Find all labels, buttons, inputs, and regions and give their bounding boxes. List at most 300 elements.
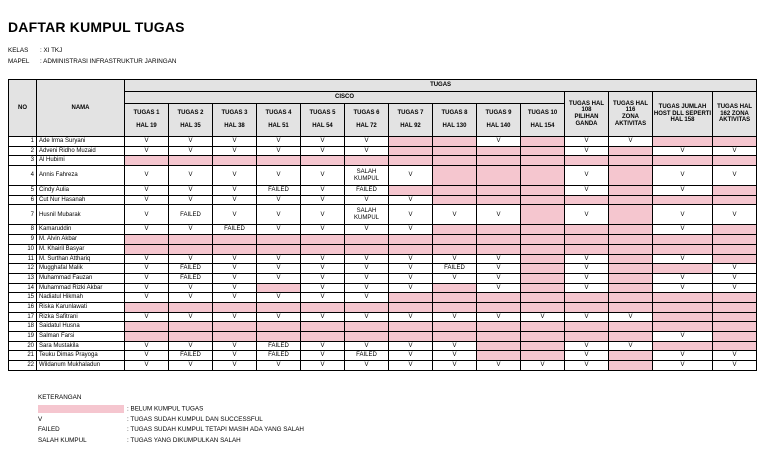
- student-name: Muhammad Fauzan: [37, 273, 125, 283]
- status-cell: V: [257, 361, 301, 371]
- student-name: Wildanum Mukhaladun: [37, 361, 125, 371]
- student-name: Muhammad Rizki Akbar: [37, 283, 125, 293]
- status-cell: [609, 361, 653, 371]
- status-cell: [125, 332, 169, 342]
- status-cell: [257, 283, 301, 293]
- status-cell: [653, 264, 713, 274]
- status-cell: V: [301, 146, 345, 156]
- row-number: 22: [9, 361, 37, 371]
- table-row: [9, 361, 757, 371]
- status-cell: [565, 293, 609, 303]
- status-cell: V: [389, 195, 433, 205]
- status-cell: [345, 156, 389, 166]
- student-name: Husnil Mubarak: [37, 205, 125, 225]
- status-cell: [609, 156, 653, 166]
- table-row: [9, 146, 757, 156]
- header-tugas-5: TUGAS 5 HAL 54: [301, 104, 345, 137]
- status-cell: FAILED: [169, 264, 213, 274]
- status-cell: [169, 235, 213, 245]
- status-cell: [653, 235, 713, 245]
- status-cell: [521, 235, 565, 245]
- status-cell: [477, 235, 521, 245]
- table-row: [9, 205, 757, 225]
- student-name: Sara Mustakila: [37, 341, 125, 351]
- status-cell: FAILED: [433, 264, 477, 274]
- header-tugas: TUGAS: [125, 80, 757, 92]
- legend-swatch: [38, 405, 124, 413]
- status-cell: [609, 166, 653, 186]
- status-cell: V: [713, 166, 757, 186]
- row-number: 16: [9, 302, 37, 312]
- status-cell: [433, 137, 477, 147]
- header-tugas-4: TUGAS 4 HAL 51: [257, 104, 301, 137]
- status-cell: V: [213, 146, 257, 156]
- status-cell: [125, 244, 169, 254]
- status-cell: V: [565, 186, 609, 196]
- status-cell: [565, 322, 609, 332]
- status-cell: [389, 293, 433, 303]
- status-cell: [713, 322, 757, 332]
- status-cell: [609, 205, 653, 225]
- status-cell: V: [257, 254, 301, 264]
- row-number: 1: [9, 137, 37, 147]
- status-cell: V: [565, 146, 609, 156]
- status-cell: [653, 156, 713, 166]
- status-cell: V: [477, 205, 521, 225]
- status-cell: [257, 156, 301, 166]
- header-tugas-9: TUGAS 9 HAL 140: [477, 104, 521, 137]
- status-cell: V: [477, 283, 521, 293]
- status-cell: [609, 293, 653, 303]
- status-cell: V: [713, 351, 757, 361]
- status-cell: [565, 195, 609, 205]
- status-cell: V: [169, 254, 213, 264]
- student-name: Salman Farsi: [37, 332, 125, 342]
- status-cell: V: [565, 351, 609, 361]
- status-cell: [521, 186, 565, 196]
- assignment-table: [8, 79, 757, 371]
- status-cell: [609, 225, 653, 235]
- status-cell: [345, 332, 389, 342]
- status-cell: V: [653, 332, 713, 342]
- status-cell: V: [257, 195, 301, 205]
- meta-kelas: [8, 47, 62, 54]
- status-cell: [433, 225, 477, 235]
- status-cell: [169, 332, 213, 342]
- status-cell: [521, 254, 565, 264]
- status-cell: FAILED: [169, 351, 213, 361]
- status-cell: V: [653, 283, 713, 293]
- status-cell: V: [213, 273, 257, 283]
- status-cell: V: [301, 361, 345, 371]
- table-row: [9, 293, 757, 303]
- status-cell: [565, 225, 609, 235]
- status-cell: V: [477, 361, 521, 371]
- status-cell: FAILED: [169, 273, 213, 283]
- status-cell: [433, 235, 477, 245]
- status-cell: [477, 195, 521, 205]
- legend-key: V: [38, 415, 43, 423]
- meta-mapel-value: : ADMINISTRASI INFRASTRUKTUR JARINGAN: [40, 58, 177, 65]
- status-cell: [433, 322, 477, 332]
- status-cell: V: [565, 137, 609, 147]
- legend-item: [38, 426, 304, 433]
- status-cell: V: [257, 312, 301, 322]
- student-name: Mugghafal Malik: [37, 264, 125, 274]
- student-name: Rizka Safitrani: [37, 312, 125, 322]
- status-cell: [169, 244, 213, 254]
- status-cell: V: [301, 186, 345, 196]
- status-cell: V: [213, 254, 257, 264]
- status-cell: [213, 302, 257, 312]
- status-cell: [565, 302, 609, 312]
- status-cell: [521, 137, 565, 147]
- status-cell: V: [169, 283, 213, 293]
- status-cell: V: [213, 166, 257, 186]
- status-cell: V: [433, 205, 477, 225]
- status-cell: V: [389, 341, 433, 351]
- status-cell: FAILED: [257, 186, 301, 196]
- status-cell: [169, 156, 213, 166]
- status-cell: FAILED: [169, 205, 213, 225]
- status-cell: [521, 166, 565, 186]
- status-cell: [713, 254, 757, 264]
- status-cell: [389, 244, 433, 254]
- row-number: 11: [9, 254, 37, 264]
- status-cell: V: [345, 146, 389, 156]
- status-cell: V: [257, 166, 301, 186]
- student-name: M. Khairil Basyar: [37, 244, 125, 254]
- status-cell: V: [653, 186, 713, 196]
- table-row: [9, 254, 757, 264]
- status-cell: [609, 146, 653, 156]
- status-cell: V: [345, 273, 389, 283]
- status-cell: [653, 341, 713, 351]
- status-cell: V: [125, 166, 169, 186]
- status-cell: V: [713, 146, 757, 156]
- status-cell: V: [565, 312, 609, 322]
- legend-item: [38, 405, 203, 413]
- status-cell: [301, 322, 345, 332]
- row-number: 2: [9, 146, 37, 156]
- header-tugas-2: TUGAS 2 HAL 35: [169, 104, 213, 137]
- status-cell: [477, 332, 521, 342]
- status-cell: [433, 146, 477, 156]
- status-cell: V: [653, 166, 713, 186]
- status-cell: [433, 244, 477, 254]
- status-cell: V: [213, 351, 257, 361]
- status-cell: V: [345, 283, 389, 293]
- status-cell: [477, 156, 521, 166]
- status-cell: V: [653, 205, 713, 225]
- status-cell: [609, 254, 653, 264]
- status-cell: [477, 225, 521, 235]
- header-tugas-hal-108: TUGAS HAL 108 PILIHAN GANDA: [565, 92, 609, 137]
- status-cell: [609, 195, 653, 205]
- status-cell: [653, 302, 713, 312]
- row-number: 6: [9, 195, 37, 205]
- table-row: [9, 244, 757, 254]
- status-cell: [521, 264, 565, 274]
- status-cell: V: [565, 254, 609, 264]
- table-row: [9, 186, 757, 196]
- status-cell: V: [125, 273, 169, 283]
- status-cell: [257, 302, 301, 312]
- table-row: [9, 351, 757, 361]
- status-cell: [653, 312, 713, 322]
- status-cell: [521, 302, 565, 312]
- table-row: [9, 264, 757, 274]
- status-cell: [389, 146, 433, 156]
- status-cell: V: [125, 137, 169, 147]
- status-cell: [257, 244, 301, 254]
- status-cell: [389, 156, 433, 166]
- status-cell: V: [125, 195, 169, 205]
- row-number: 18: [9, 322, 37, 332]
- status-cell: V: [565, 273, 609, 283]
- table-row: [9, 302, 757, 312]
- status-cell: [521, 244, 565, 254]
- status-cell: V: [713, 205, 757, 225]
- header-tugas-hal-162: TUGAS HAL 162 ZONA AKTIVITAS: [713, 92, 757, 137]
- status-cell: [521, 156, 565, 166]
- status-cell: [653, 293, 713, 303]
- status-cell: [653, 195, 713, 205]
- status-cell: FAILED: [345, 186, 389, 196]
- status-cell: V: [389, 361, 433, 371]
- status-cell: [713, 137, 757, 147]
- status-cell: [389, 332, 433, 342]
- status-cell: V: [301, 225, 345, 235]
- status-cell: [565, 244, 609, 254]
- status-cell: V: [301, 195, 345, 205]
- status-cell: V: [125, 186, 169, 196]
- status-cell: SALAH KUMPUL: [345, 166, 389, 186]
- status-cell: [345, 235, 389, 245]
- table-row: [9, 341, 757, 351]
- row-number: 7: [9, 205, 37, 225]
- legend-key: FAILED: [38, 426, 60, 433]
- status-cell: V: [565, 264, 609, 274]
- status-cell: V: [433, 312, 477, 322]
- status-cell: V: [169, 146, 213, 156]
- header-tugas-1: TUGAS 1 HAL 19: [125, 104, 169, 137]
- table-row: [9, 312, 757, 322]
- status-cell: V: [257, 225, 301, 235]
- status-cell: [713, 156, 757, 166]
- status-cell: V: [713, 361, 757, 371]
- status-cell: V: [653, 146, 713, 156]
- status-cell: V: [565, 283, 609, 293]
- status-cell: V: [345, 137, 389, 147]
- status-cell: [213, 235, 257, 245]
- status-cell: [433, 332, 477, 342]
- status-cell: [477, 302, 521, 312]
- table-row: [9, 283, 757, 293]
- row-number: 17: [9, 312, 37, 322]
- status-cell: [389, 235, 433, 245]
- status-cell: V: [345, 225, 389, 235]
- row-number: 12: [9, 264, 37, 274]
- status-cell: [125, 302, 169, 312]
- meta-kelas-value: : XI TKJ: [40, 47, 63, 54]
- status-cell: [169, 322, 213, 332]
- student-name: Ade Irma Suryani: [37, 137, 125, 147]
- status-cell: [521, 146, 565, 156]
- status-cell: V: [213, 361, 257, 371]
- status-cell: [713, 293, 757, 303]
- status-cell: V: [213, 293, 257, 303]
- status-cell: [433, 195, 477, 205]
- status-cell: [213, 244, 257, 254]
- status-cell: V: [653, 351, 713, 361]
- row-number: 8: [9, 225, 37, 235]
- row-number: 9: [9, 235, 37, 245]
- student-name: M. Alvin Akbar: [37, 235, 125, 245]
- row-number: 4: [9, 166, 37, 186]
- table-row: [9, 322, 757, 332]
- status-cell: V: [257, 293, 301, 303]
- status-cell: [433, 283, 477, 293]
- status-cell: V: [565, 166, 609, 186]
- status-cell: [477, 146, 521, 156]
- status-cell: V: [257, 146, 301, 156]
- status-cell: [125, 322, 169, 332]
- legend-item: [38, 416, 263, 423]
- status-cell: [609, 351, 653, 361]
- table-row: [9, 166, 757, 186]
- status-cell: [609, 332, 653, 342]
- status-cell: V: [301, 312, 345, 322]
- status-cell: [345, 302, 389, 312]
- status-cell: V: [653, 254, 713, 264]
- status-cell: V: [609, 341, 653, 351]
- status-cell: [301, 244, 345, 254]
- status-cell: V: [301, 166, 345, 186]
- status-cell: V: [477, 312, 521, 322]
- status-cell: [477, 341, 521, 351]
- status-cell: V: [389, 273, 433, 283]
- student-name: Cindy Aulia: [37, 186, 125, 196]
- student-name: Nadiatul Hikmah: [37, 293, 125, 303]
- student-name: Saidatul Husna: [37, 322, 125, 332]
- status-cell: [521, 351, 565, 361]
- status-cell: [433, 166, 477, 186]
- status-cell: [521, 293, 565, 303]
- status-cell: [477, 351, 521, 361]
- legend-key: SALAH KUMPUL: [38, 436, 87, 444]
- status-cell: V: [257, 273, 301, 283]
- student-name: M. Surthan Atthariq: [37, 254, 125, 264]
- status-cell: V: [433, 341, 477, 351]
- page-title: DAFTAR KUMPUL TUGAS: [8, 19, 185, 35]
- row-number: 13: [9, 273, 37, 283]
- student-name: Teuku Dimas Prayoga: [37, 351, 125, 361]
- status-cell: [213, 322, 257, 332]
- status-cell: V: [389, 205, 433, 225]
- status-cell: V: [389, 351, 433, 361]
- status-cell: V: [433, 273, 477, 283]
- status-cell: [609, 235, 653, 245]
- status-cell: [389, 137, 433, 147]
- table-row: [9, 235, 757, 245]
- status-cell: [609, 283, 653, 293]
- status-cell: [653, 244, 713, 254]
- status-cell: V: [521, 361, 565, 371]
- status-cell: V: [301, 351, 345, 361]
- status-cell: [301, 332, 345, 342]
- student-name: Al Hubimi: [37, 156, 125, 166]
- status-cell: V: [125, 254, 169, 264]
- status-cell: V: [125, 351, 169, 361]
- status-cell: V: [345, 264, 389, 274]
- status-cell: [565, 156, 609, 166]
- status-cell: [125, 235, 169, 245]
- status-cell: V: [169, 361, 213, 371]
- legend-desc: : TUGAS SUDAH KUMPUL DAN SUCCESSFUL: [127, 415, 263, 423]
- legend-title: KETERANGAN: [38, 394, 82, 401]
- status-cell: V: [477, 273, 521, 283]
- status-cell: V: [477, 137, 521, 147]
- status-cell: [713, 341, 757, 351]
- status-cell: [433, 186, 477, 196]
- status-cell: [565, 332, 609, 342]
- status-cell: [609, 322, 653, 332]
- status-cell: [433, 156, 477, 166]
- status-cell: V: [125, 205, 169, 225]
- status-cell: [713, 235, 757, 245]
- status-cell: V: [433, 351, 477, 361]
- header-nama: NAMA: [37, 80, 125, 137]
- status-cell: [521, 283, 565, 293]
- status-cell: [653, 137, 713, 147]
- status-cell: [521, 341, 565, 351]
- status-cell: V: [125, 361, 169, 371]
- status-cell: V: [125, 225, 169, 235]
- status-cell: V: [301, 254, 345, 264]
- status-cell: V: [257, 205, 301, 225]
- legend-item: [38, 437, 241, 444]
- status-cell: [169, 302, 213, 312]
- status-cell: [213, 156, 257, 166]
- status-cell: V: [213, 264, 257, 274]
- header-cisco: CISCO: [125, 92, 565, 104]
- row-number: 15: [9, 293, 37, 303]
- status-cell: V: [125, 283, 169, 293]
- status-cell: V: [609, 137, 653, 147]
- status-cell: [609, 302, 653, 312]
- status-cell: V: [565, 341, 609, 351]
- legend-desc: : TUGAS YANG DIKUMPULKAN SALAH: [127, 436, 241, 444]
- status-cell: V: [389, 225, 433, 235]
- table-row: [9, 273, 757, 283]
- status-cell: V: [713, 264, 757, 274]
- status-cell: [389, 186, 433, 196]
- status-cell: V: [389, 166, 433, 186]
- status-cell: [433, 302, 477, 312]
- status-cell: [257, 322, 301, 332]
- status-cell: V: [389, 312, 433, 322]
- status-cell: [389, 302, 433, 312]
- status-cell: V: [169, 137, 213, 147]
- status-cell: V: [433, 254, 477, 264]
- status-cell: V: [213, 137, 257, 147]
- status-cell: [713, 302, 757, 312]
- table-row: [9, 137, 757, 147]
- status-cell: V: [125, 312, 169, 322]
- status-cell: V: [301, 273, 345, 283]
- row-number: 19: [9, 332, 37, 342]
